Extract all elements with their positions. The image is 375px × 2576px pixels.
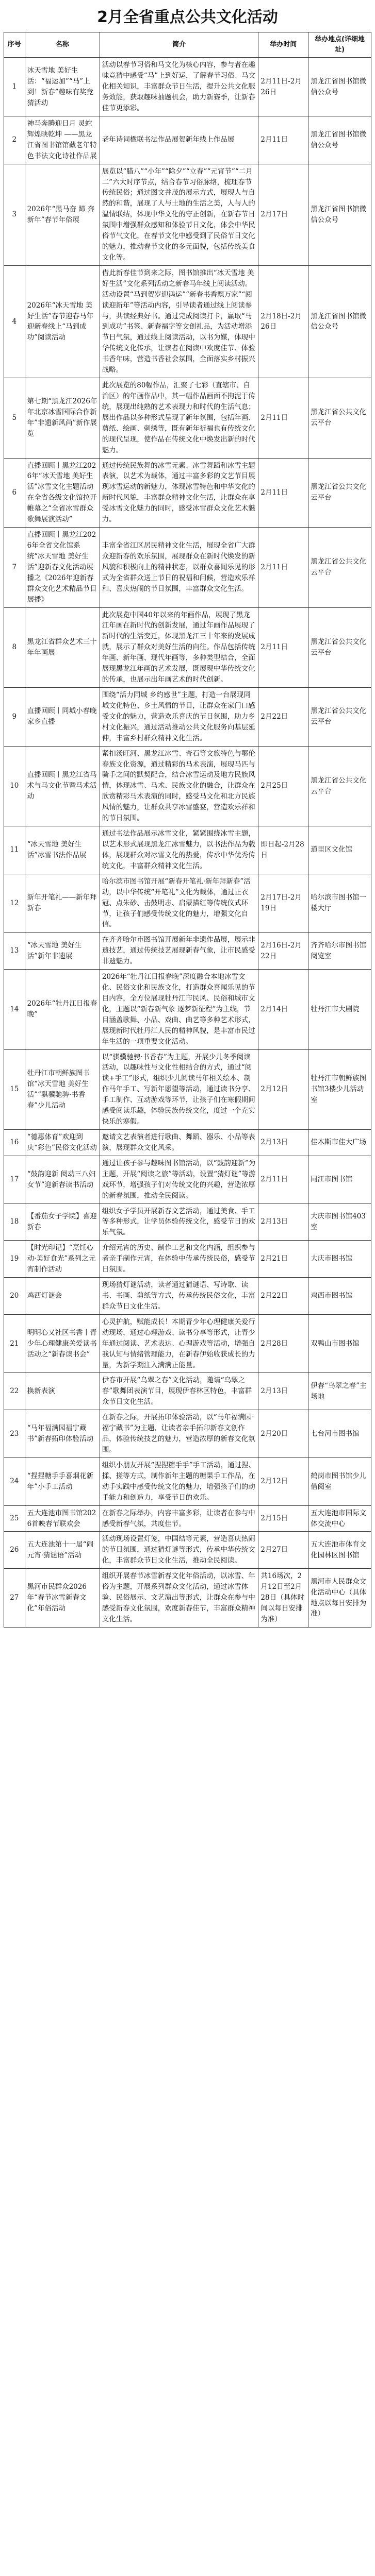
cell-time: 2月17日-2月19日 <box>258 874 308 933</box>
cell-desc: 通过让孩子参与趣味图书馆活动，以“鼓韵迎新”为主题，开展“阅读之旅”等活动，设置“猜灯谜”等游戏环节，增强孩子们对传统文化的兴趣，营造浓厚的新春氛围，推动全民阅读。 <box>100 1156 258 1204</box>
cell-desc: 组织小朋友开展“捏捏糖手手”手工活动，通过捏、揉、搓等方式，制作新年主题的糖果手工作品，在动手实践中感受传统文化的魅力，增强孩子们的动手能力和创造力，享受节日的欢乐。 <box>100 1458 258 1505</box>
cell-time: 2月13日 <box>258 1373 308 1410</box>
cell-no: 10 <box>4 746 25 826</box>
cell-time: 2月11日 <box>258 458 308 528</box>
table-row <box>4 1410 371 1458</box>
cell-venue: 道里区文化馆 <box>308 826 371 874</box>
cell-no: 19 <box>4 1241 25 1278</box>
cell-venue: 黑龙江省公共文化云平台 <box>308 458 371 528</box>
cell-venue: 七台河市图书馆 <box>308 1410 371 1458</box>
table-header-row <box>4 32 371 58</box>
header-desc: 简介 <box>100 32 258 58</box>
cell-no: 1 <box>4 58 25 116</box>
cell-no: 7 <box>4 528 25 607</box>
cell-time: 2月11日 <box>258 607 308 687</box>
cell-venue: 黑龙江省公共文化云平台 <box>308 528 371 607</box>
cell-desc: 通过传统民族舞的冰雪元素、冰雪舞蹈和冰雪主题表演，以艺术为载体，通过丰富多彩的文艺节目展现冰雪运动的新魅力，体现冰雪特色和中华文化的新时代风貌，丰富群众精神文化生活，让群众在享受冰雪文化魅力的同时，感受冰雪群众文化艺术魅力。 <box>100 458 258 528</box>
activities-table <box>4 32 371 1628</box>
cell-desc: 围绕“活力同城 乡约感世”主题，打造一台展现同城文化特色、乡土风情的节目，让群众在家门口感受文化的魅力，营造欢乐喜庆的节日氛围，助力乡村文化振兴，通过活动推动公共文化服务向基层延伸，丰富乡村群众精神文化生活。 <box>100 687 258 746</box>
cell-no: 18 <box>4 1204 25 1241</box>
table-row <box>4 1156 371 1204</box>
cell-name: 直播回顾丨同城小春晚家乡直播 <box>25 687 100 746</box>
cell-name: 明明心又社区书香丨青少年心理健康关爱读书活动之“新春读书会” <box>25 1314 100 1373</box>
table-row <box>4 378 371 458</box>
table-row <box>4 58 371 116</box>
table-row <box>4 458 371 528</box>
cell-no: 16 <box>4 1130 25 1156</box>
cell-no: 23 <box>4 1410 25 1458</box>
cell-time: 2月25日 <box>258 746 308 826</box>
cell-name: 新年开笔礼——新年拜新春 <box>25 874 100 933</box>
cell-desc: 通过书法作品展示冰雪文化，紧紧围绕冰雪主题，以艺术形式展现黑龙江冰雪魅力，以书法作品为载体，展现群众对冰雪文化的热爱，传承中华优秀传统文化，丰富群众精神文化生活。 <box>100 826 258 874</box>
cell-desc: 现场猜灯谜活动，读者通过猜谜语、写诗歌、读书、书画、剪纸等方式，传承传统民俗文化，丰富群众节日文化生活。 <box>100 1278 258 1315</box>
cell-name: “冰天雪地 美好生活”新年非遗展 <box>25 933 100 970</box>
cell-time: 2月27日 <box>258 1532 308 1569</box>
table-row <box>4 874 371 933</box>
cell-name: 直播回顾丨黑龙江2026年全省文化馆系统“冰天雪地 美好生活”迎新春文化活动展播之《2026年迎新春群众文化艺术精品节目展播》 <box>25 528 100 607</box>
cell-desc: 心灵护航，赋能成长！本期青少年心理健康关爱行动现场，通过心理游戏、读书分享等形式，让青少年通过阅读、艺术表达、心理游戏等活动，增强自我认知与情绪管理能力，在新春伊始收获成长的力量，为新学期注入满满正能量。 <box>100 1314 258 1373</box>
header-no: 序号 <box>4 32 25 58</box>
cell-no: 12 <box>4 874 25 933</box>
table-row <box>4 116 371 164</box>
table-row <box>4 746 371 826</box>
table-row <box>4 1532 371 1569</box>
table-row <box>4 970 371 1049</box>
cell-name: 2026年“冰天雪地 美好生活”春节迎春马年迎新春线上“马到成功”阅读活动 <box>25 265 100 378</box>
cell-time: 2月12日 <box>258 1458 308 1505</box>
table-row <box>4 1505 371 1532</box>
cell-time: 2月13日 <box>258 1130 308 1156</box>
cell-time: 2月11日 <box>258 1156 308 1204</box>
cell-desc: 在新春之际，开展拓印体验活动，以“马年福满园·福宁藏书”为主题，让读者亲手拓印新春文创作品，体验传统技艺的魅力，营造浓厚的新春文化氛围。 <box>100 1410 258 1458</box>
cell-name: “马年福满园福宁藏书”新春拓印体验活动 <box>25 1410 100 1458</box>
table-row <box>4 265 371 378</box>
cell-venue: 佳木斯市佳大广场 <box>308 1130 371 1156</box>
cell-desc: 丰富全省江区居民精神文化生活，展现全省广大群众迎新春的欢乐氛围，展现群众在新时代焕发的新风貌和积极向上的精神状态，以群众喜闻乐见的形式为全省群众送上节日的祝福和问候，营造欢乐祥和、喜庆热闹的节日氛围，丰富群众文化生活。 <box>100 528 258 607</box>
cell-venue: 大庆市图书馆 <box>308 1241 371 1278</box>
cell-desc: 哈尔滨市图书馆开展“新春开笔礼·新年拜新春”活动，以中华传统“开笔礼”文化为载体，通过正衣冠、点朱砂、击鼓明志、启蒙描红等传统仪式环节，让孩子们感受传统文化的魅力，增强文化自信。 <box>100 874 258 933</box>
table-row <box>4 1314 371 1373</box>
cell-name: 鸡西灯谜会 <box>25 1278 100 1315</box>
cell-no: 5 <box>4 378 25 458</box>
cell-no: 3 <box>4 164 25 265</box>
cell-venue: 黑龙江省公共文化云平台 <box>308 607 371 687</box>
table-row <box>4 933 371 970</box>
cell-name: 2026年“黑马奋 蹄 奔 新年”春节年俗展 <box>25 164 100 265</box>
cell-venue: 鸡西市图书馆 <box>308 1278 371 1315</box>
cell-no: 27 <box>4 1569 25 1628</box>
cell-time: 2月13日 <box>258 1204 308 1241</box>
cell-time: 2月11日 <box>258 378 308 458</box>
cell-name: 直播回顾丨黑龙江2026年“冰天雪地 美好生活”冰雪文化主题活动在全省各级文化馆拉开帷幕之“全省冰雪群众歌舞展演活动” <box>25 458 100 528</box>
cell-venue: 五大连池市体育文化园林区图书馆 <box>308 1532 371 1569</box>
cell-no: 9 <box>4 687 25 746</box>
cell-name: 2026年“牡丹江日报春晚” <box>25 970 100 1049</box>
table-body <box>4 58 371 1628</box>
cell-venue: 鹤岗市图书馆少儿借阅室 <box>308 1458 371 1505</box>
cell-desc: 活动以春节习俗和马文化为核心内容，参与者在趣味竞猜中感受“马”上到好运，了解春节习俗、马文化相关知识，丰富群众节日生活，提升公共文化服务效能，获取趣味抽题机会，助力新赛季，让新春佳节更添彩。 <box>100 58 258 116</box>
cell-no: 17 <box>4 1156 25 1204</box>
table-row <box>4 607 371 687</box>
cell-no: 26 <box>4 1532 25 1569</box>
cell-no: 14 <box>4 970 25 1049</box>
cell-desc: 此次展览的80幅作品，汇聚了七彩（直辖市、自治区）的年画作品中，其一幅作品画面不拘泥于传统，展现出纯熟的艺术表现力和时代的生活气息；展出作品以多种形式呈现了新年氛围，包括年画、剪纸、绘画、刺绣等，既有新年祈福也有传统文化的现代呈现，使作品在传统文化中焕发出新的时代魅力。 <box>100 378 258 458</box>
cell-venue: 同江市图书馆 <box>308 1156 371 1204</box>
table-row <box>4 1569 371 1628</box>
cell-venue: 大庆市图书馆403室 <box>308 1204 371 1241</box>
cell-time: 2月22日 <box>258 687 308 746</box>
cell-name: “德惠体育”欢迎到庆“彩色”民俗文化活动 <box>25 1130 100 1156</box>
cell-desc: 2026年“牡丹江日报春晚”深度融合本地冰雪文化、民俗文化和民族文化，打造群众喜闻乐见的节目内容，全方位展现牡丹江市民风、民俗和城市文化，主题以“新春新气象 逐梦新征程”为主线，节目涵盖歌舞、小品、戏曲、曲艺等多种艺术形式，展现新时代牡丹江人民的精神风貌，是丰富市民过年生活的一项重要文化活动。 <box>100 970 258 1049</box>
cell-venue: 黑龙江省图书馆微信公众号 <box>308 116 371 164</box>
cell-name: “鼓韵迎新 阅动三八妇女节”迎新春读书活动 <box>25 1156 100 1204</box>
cell-name: “捏捏糖手手喜烟花新年”小手工活动 <box>25 1458 100 1505</box>
cell-time: 2月14日 <box>258 970 308 1049</box>
cell-time: 2月21日 <box>258 1241 308 1278</box>
cell-no: 15 <box>4 1049 25 1129</box>
cell-venue: 五大连池市国际文体交流中心 <box>308 1505 371 1532</box>
cell-desc: 展览以“腊八”“小年”“除夕”“立春”“元宵节”“二月二”六大时序节点，结合春节习俗脉络，梳理春节传统民俗；通过图文并茂的展示方式，展现人与自然的和谐，展现了人与土地的生活之美，人与人的温情联结，体现中华文化的守正创新，在新春节日氛围中增强群众感知和体验节日文化，体会中华民俗节气文化，在春节文化中感受到了民俗节日文化的魅力，推动春节文化的多元面貌，包括传统美食文化等。 <box>100 164 258 265</box>
cell-desc: 此次展览中国40年以来的年画作品，展现了黑龙江年画在新时代的创新发展，通过年画作品展现了新时代的生活变迁，体现黑龙江三十年来的发展成就，展示了群众对美好生活的向往。作品包括传统年画、新年画、现代年画等，多种类型结合，全面展现黑龙江年画的艺术发展，既展现中华传统文化的传承，也展示出年画艺术的时代创新。 <box>100 607 258 687</box>
cell-desc: 邀请文艺表演者进行歌曲、舞蹈、器乐、小品等表演，展现群众文化风采。 <box>100 1130 258 1156</box>
cell-desc: 组织开展春节冰雪新春文化年俗活动，以冰雪、年俗为主题，开展系列群众文化活动，通过冰雪体验、民俗展示、文艺演出等形式，让群众在参与中感受新春文化氛围，欢度新春佳节，丰富群众精神文化生活。 <box>100 1569 258 1628</box>
cell-name: 神马奔腾迎日月 灵蛇辉煌映乾坤 ——黑龙江省图书馆馆藏老年特色书法文化诗社作品展 <box>25 116 100 164</box>
cell-time: 2月11日 <box>258 528 308 607</box>
cell-time: 2月16日-2月22日 <box>258 933 308 970</box>
cell-time: 2月17日 <box>258 164 308 265</box>
cell-venue: 伊春“乌翠之春”主场地 <box>308 1373 371 1410</box>
cell-desc: 伊春市开展“乌翠之春”文化活动，邀请“乌翠之春”歌舞团表演节目，展现伊春林区特色，丰富群众节日文化生活。 <box>100 1373 258 1410</box>
cell-no: 6 <box>4 458 25 528</box>
cell-time: 2月20日 <box>258 1410 308 1458</box>
cell-name: 直播回顾丨黑龙江省马术与马文化节暨马术活动 <box>25 746 100 826</box>
table-row <box>4 1241 371 1278</box>
header-name: 名称 <box>25 32 100 58</box>
table-row <box>4 1130 371 1156</box>
cell-venue: 双鸭山市图书馆 <box>308 1314 371 1373</box>
cell-venue: 黑龙江省图书馆微信公众号 <box>308 265 371 378</box>
cell-desc: 活动现场设置灯笼，中国结等元素，营造喜庆热闹的节日氛围，通过猜灯谜等形式，传承中华传统文化，丰富群众节日文化生活，推动全民阅读。 <box>100 1532 258 1569</box>
cell-no: 2 <box>4 116 25 164</box>
cell-no: 21 <box>4 1314 25 1373</box>
cell-no: 11 <box>4 826 25 874</box>
table-row <box>4 1204 371 1241</box>
cell-name: 黑河市民群众2026年“春节冰雪新春文化”年俗活动 <box>25 1569 100 1628</box>
header-time: 举办时间 <box>258 32 308 58</box>
cell-name: 【时光印记】“烹饪心动·美好食光”系列之元宵制作活动 <box>25 1241 100 1278</box>
cell-no: 8 <box>4 607 25 687</box>
cell-name: 冰天雪地 美好生活：“福运加”“马”上到！新春”趣味有奖竞猜活动 <box>25 58 100 116</box>
table-row <box>4 528 371 607</box>
cell-no: 20 <box>4 1278 25 1315</box>
cell-time: 2月22日 <box>258 1278 308 1315</box>
cell-venue: 齐齐哈尔市图书馆阅览室 <box>308 933 371 970</box>
table-row <box>4 1049 371 1129</box>
cell-no: 22 <box>4 1373 25 1410</box>
cell-desc: 紧扣汤旺河、黑龙江冰雪、奇石等文旅特色与鄂伦春族文化资源，通过精彩的马术表演，展现马匹与骑手之间的默契配合，结合冰雪运动及地方民族风情，体现冰雪、马术、民族文化的融合，让群众在欣赏精彩马术表演的同时，感受马文化和北方民族风情的魅力，让群众共享冰雪盛宴，营造欢乐祥和的节日氛围。 <box>100 746 258 826</box>
cell-name: 【番茄女子学院】喜迎新春 <box>25 1204 100 1241</box>
cell-venue: 哈尔滨市图书馆一楼大厅 <box>308 874 371 933</box>
cell-time: 即日起-2月28日 <box>258 826 308 874</box>
table-row <box>4 687 371 746</box>
cell-desc: 在齐齐哈尔市图书馆开展新年非遗作品展，展示非遗技艺，通过传统技艺展现新春气象，让市民感受非遗魅力。 <box>100 933 258 970</box>
cell-name: 换新表演 <box>25 1373 100 1410</box>
table-row <box>4 1278 371 1315</box>
table-row <box>4 1458 371 1505</box>
cell-no: 25 <box>4 1505 25 1532</box>
cell-time: 共16场次，2月12日至2月28日（具体时间以每日安排为准） <box>258 1569 308 1628</box>
cell-venue: 黑龙江省公共文化云平台 <box>308 746 371 826</box>
cell-no: 13 <box>4 933 25 970</box>
header-venue: 举办地点(详细地址) <box>308 32 371 58</box>
cell-desc: 介绍元宵的历史、制作工艺和文化内涵，组织参与者亲手制作元宵，在体验中传承传统民俗，感受节日氛围。 <box>100 1241 258 1278</box>
cell-no: 4 <box>4 265 25 378</box>
cell-desc: 老年诗词楹联书法作品展贺新年线上作品展 <box>100 116 258 164</box>
table-row <box>4 164 371 265</box>
cell-time: 2月18日-2月26日 <box>258 265 308 378</box>
cell-venue: 黑龙江省图书馆微信公众号 <box>308 164 371 265</box>
cell-desc: 以“骐骥驰骋·书香春”为主题，开展少儿冬季阅读活动，以趣味性与文化性相结合的方式，通过“阅读+手工”形式，组织少儿阅读马年相关绘本、制作马年手工、写新年愿望等活动，通过读书分享、手工制作、互动游戏等环节，让孩子们在寒假期间感受阅读乐趣，体验民族传统文化，度过一个充实快乐的寒假。 <box>100 1049 258 1129</box>
cell-name: 五大连池市图书馆2026首映春节联欢会 <box>25 1505 100 1532</box>
cell-venue: 黑龙江省公共文化云平台 <box>308 687 371 746</box>
cell-time: 2月11日 <box>258 116 308 164</box>
cell-time: 2月11日-2月26日 <box>258 58 308 116</box>
cell-venue: 黑龙江省公共文化云平台 <box>308 378 371 458</box>
cell-name: 牡丹江市朝鲜族图书馆“冰天雪地 美好生活”“骐骥驰骋·书香春”少儿活动 <box>25 1049 100 1129</box>
cell-time: 2月15日 <box>258 1505 308 1532</box>
cell-name: “冰天雪地 美好生活”冰雪书法作品展 <box>25 826 100 874</box>
cell-name: 黑龙江省群众艺术三十年年画展 <box>25 607 100 687</box>
cell-name: 第七期“黑龙江2026年年北京冰雪国际合作新年”非遗新风尚”新作展览 <box>25 378 100 458</box>
cell-name: 五大连池第十一届“闹元宵·猜谜语”活动 <box>25 1532 100 1569</box>
cell-venue: 牡丹江市大剧院 <box>308 970 371 1049</box>
table-row <box>4 826 371 874</box>
cell-desc: 在新春之际举办，内容丰富多彩，让读者在参与中感受新春气氛，共度佳节。 <box>100 1505 258 1532</box>
cell-desc: 组织女子学员开展新春文艺活动，通过美食、手工等多种形式，让学员体验传统文化，感受节日的欢乐气氛。 <box>100 1204 258 1241</box>
cell-time: 2月12日 <box>258 1049 308 1129</box>
cell-venue: 牡丹江市朝鲜族图书馆3楼少儿活动室 <box>308 1049 371 1129</box>
cell-time: 2月28日 <box>258 1314 308 1373</box>
document-title: 2月全省重点公共文化活动 <box>97 8 278 26</box>
table-row <box>4 1373 371 1410</box>
cell-no: 24 <box>4 1458 25 1505</box>
cell-venue: 黑河市人民群众文化活动中心（具体地点以每日安排为准） <box>308 1569 371 1628</box>
cell-venue: 黑龙江省图书馆微信公众号 <box>308 58 371 116</box>
cell-desc: 借此新春佳节到来之际，图书馆推出“冰天雪地 美好生活”文化系列活动之新春马年线上阅读活动。活动设置“马到贺岁迎鸿运”“新春书香飘万家”“阅读迎新年”等活动内容，引导读者通过线上阅读参与，共读经典好书。通过完成阅读打卡，赢取“马到成功”书签、新春福字等文创礼品，为活动增添节日气氛，通过线上阅读活动，以书为媒，体现中华传统文化传承，让读者在阅读中欢度佳节、体验书香年味，营造书香社会氛围，全面落实乡村振兴战略。 <box>100 265 258 378</box>
